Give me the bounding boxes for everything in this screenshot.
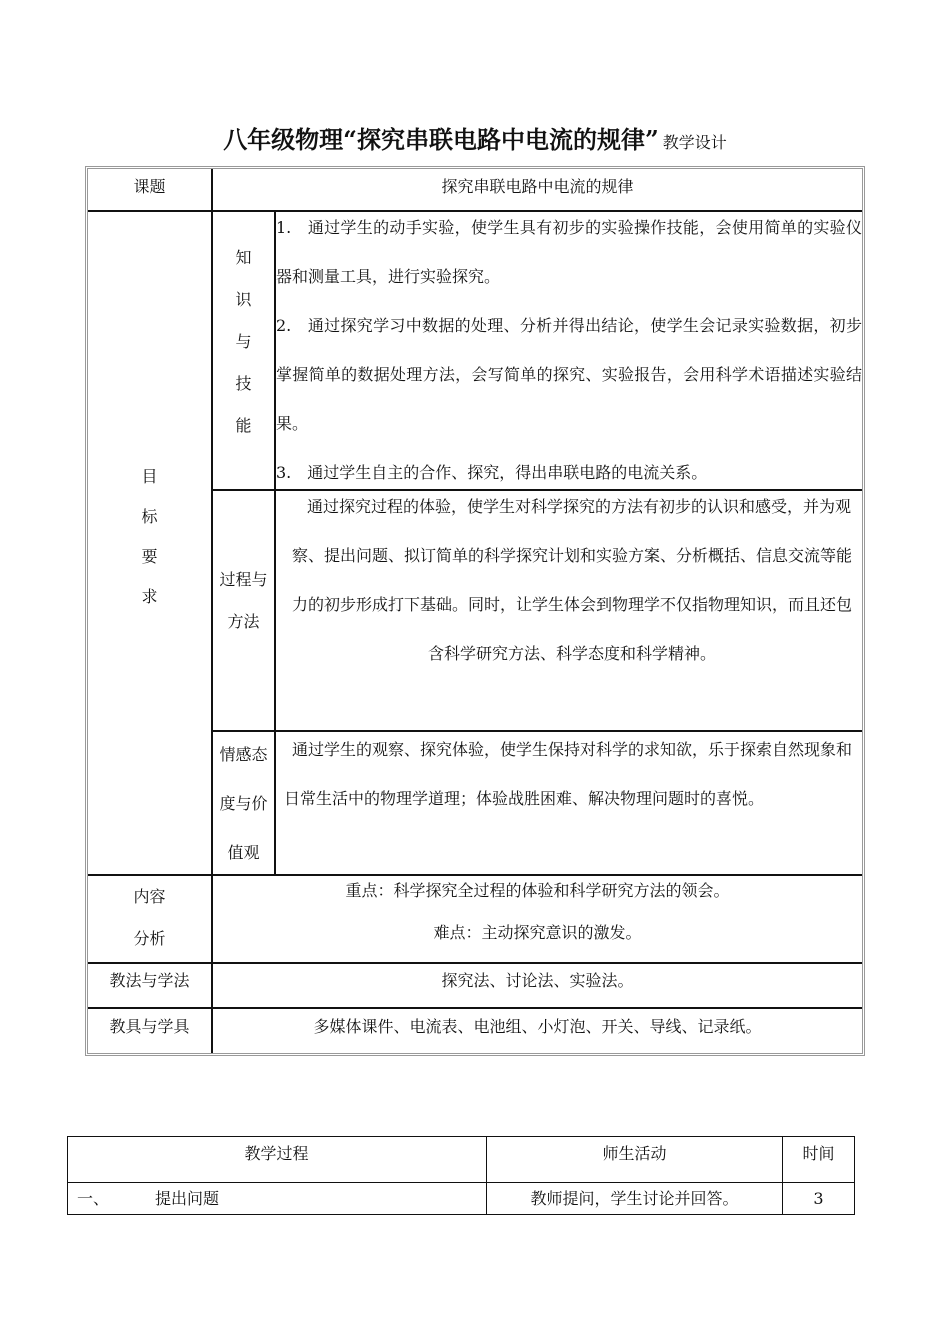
key-point: 重点：科学探究全过程的体验和科学研究方法的领会。 — [345, 881, 730, 900]
goals-label: 目 标 要 求 — [141, 467, 158, 606]
methods-value: 探究法、讨论法、实验法。 — [441, 971, 634, 990]
emotion-label: 情感态 度与价 值观 — [219, 745, 268, 862]
topic-label: 课题 — [133, 177, 166, 196]
tools-value: 多媒体课件、电流表、电池组、小灯泡、开关、导线、记录纸。 — [313, 1017, 762, 1036]
document-title — [0, 120, 950, 155]
header-time: 时间 — [802, 1144, 835, 1163]
tools-label: 教具与学具 — [109, 1017, 190, 1036]
header-process: 教学过程 — [244, 1144, 309, 1163]
row-process: 提出问题 — [155, 1189, 220, 1208]
difficult-point: 难点：主动探究意识的激发。 — [433, 923, 642, 942]
methods-label: 教法与学法 — [109, 971, 190, 990]
header-activity: 师生活动 — [602, 1144, 667, 1163]
knowledge-label: 知 识 与 技 能 — [235, 248, 252, 435]
process-text: 通过探究过程的体验，使学生对科学探究的方法有初步的认识和感受，并为观察、提出问题、拟订简单的科学探究计划和实验方案、分析概括、信息交流等能力的初步形成打下基础。同时，让学生体会到物理学不仅指物理知识，而且还包含科学研究方法、科学态度和科学精神。 — [291, 497, 852, 663]
design-table — [85, 166, 865, 1056]
process-table — [67, 1136, 855, 1216]
title-main: 八年级物理“探究串联电路中电流的规律” — [223, 125, 659, 154]
knowledge-item: 3. 通过学生自主的合作、探究，得出串联电路的电流关系。 — [276, 463, 708, 482]
knowledge-item: 1. 通过学生的动手实验，使学生具有初步的实验操作技能，会使用简单的实验仪器和测量工具，进行实验探究。 — [276, 218, 862, 286]
row-step: 一、 — [77, 1189, 110, 1208]
content-label: 内容 分析 — [133, 887, 166, 948]
title-sub: 教学设计 — [662, 133, 727, 152]
knowledge-item: 2. 通过探究学习中数据的处理、分析并得出结论，使学生会记录实验数据，初步掌握简单的数据处理方法，会写简单的探究、实验报告，会用科学术语描述实验结果。 — [276, 316, 862, 433]
emotion-text: 通过学生的观察、探究体验，使学生保持对科学的求知欲，乐于探索自然现象和日常生活中的物理学道理；体验战胜困难、解决物理问题时的喜悦。 — [284, 740, 853, 808]
topic-value: 探究串联电路中电流的规律 — [441, 177, 634, 196]
row-activity: 教师提问，学生讨论并回答。 — [530, 1189, 739, 1208]
knowledge-content — [276, 203, 862, 497]
row-time: 3 — [813, 1189, 824, 1208]
process-label: 过程与 方法 — [219, 570, 268, 631]
